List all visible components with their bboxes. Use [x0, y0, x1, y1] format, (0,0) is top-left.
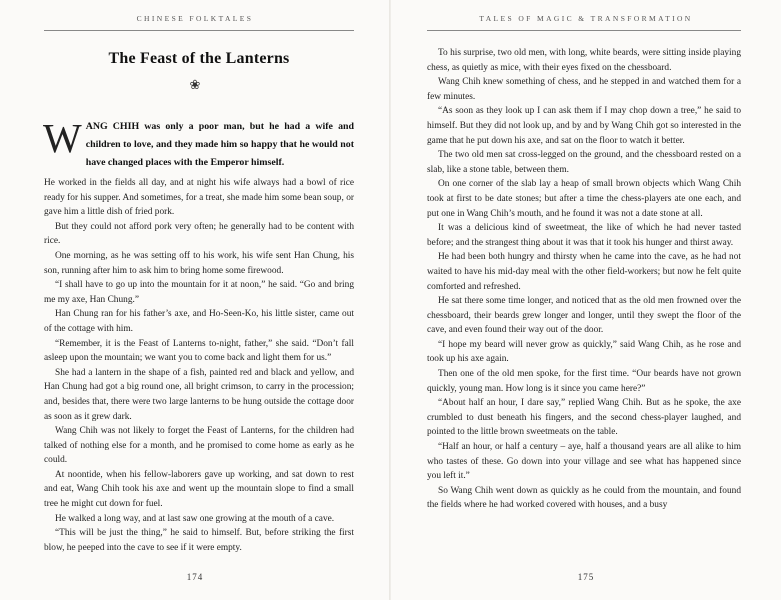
paragraph: Then one of the old men spoke, for the first time. “Our beards have not grown quickly, young man. How long is it since you came here?”: [427, 369, 741, 394]
paragraph: Han Chung ran for his father’s axe, and Ho-Seen-Ko, his little sister, came out of the cottage with him.: [44, 309, 354, 334]
paragraph: One morning, as he was setting off to his work, his wife sent Han Chung, his son, running after him to ask him to bring home some firewood.: [44, 250, 354, 276]
paragraph: “I hope my beard will never grow as quickly,” said Wang Chih, as he rose and took up his axe again.: [427, 339, 741, 365]
header-rule-left: [44, 30, 354, 31]
paragraph: He worked in the fields all day, and at night his wife always had a bowl of rice ready for his supper. And sometimes, for a treat, she made him some bean soup, or gave him a little dish of fried pork.: [44, 178, 354, 218]
paragraph: “Half an hour, or half a century – aye, half a thousand years are all alike to him who tastes of these. Go down into your village and see what has happened since you left it.”: [427, 442, 741, 482]
chapter-title: The Feast of the Lanterns: [108, 50, 290, 67]
drop-cap: W: [43, 115, 82, 161]
paragraph: He had been both hungry and thirsty when he came into the cave, as he had not waited to have his mid-day meal with the other field-workers; but now he felt quite comforted and refreshed.: [427, 252, 741, 292]
paragraph: It was a delicious kind of sweetmeat, the like of which he had never tasted before; and the strangest thing about it was that it took his hunger and thirst away.: [427, 223, 741, 248]
left-page: [0, 0, 390, 600]
paragraph: He walked a long way, and at last saw one growing at the mouth of a cave.: [55, 513, 335, 524]
header-rule-right: [427, 30, 741, 31]
paragraph: Wang Chih knew something of chess, and he stepped in and watched them for a few minutes.: [427, 77, 741, 102]
intro-paragraph: [43, 115, 354, 172]
paragraph: Wang Chih was not likely to forget the Feast of Lanterns, for the children had talked of nothing else for a month, and he promised to come home as early as he could.: [44, 426, 354, 466]
right-body-text: [427, 46, 741, 513]
paragraph: “I shall have to go up into the mountain for it at noon,” he said. “Go and bring me my axe, Han Chung.”: [44, 280, 354, 305]
paragraph: She had a lantern in the shape of a fish, painted red and black and yellow, and Han Chung had got a big round one, all bright crimson, to carry in the procession; and, besides that, there were two large lanterns to be hung outside the cottage door as soon as it grew dark.: [44, 367, 354, 422]
paragraph: “This will be just the thing,” he said to himself. But, before striking the first blow, he peeped into the cave to see if it were empty.: [44, 528, 354, 553]
paragraph: He sat there some time longer, and noticed that as the old men frowned over the chessboard, their beards grew longer and longer, until they swept the floor of the cave, and even found their way out of the door.: [427, 296, 741, 336]
intro-text: ANG CHIH was only a poor man, but he had a wife and children to love, and they made him so happy that he would not have changed places with the Emperor himself.: [85, 121, 354, 168]
paragraph: “About half an hour, I dare say,” replied Wang Chih. But as he spoke, the axe crumbled to dust beneath his fingers, and the second chess-player laughed, and pointed to the little brown sweetmeats on the table.: [427, 398, 741, 438]
paragraph: At noontide, when his fellow-laborers gave up working, and sat down to rest and eat, Wang Chih took his axe and went up the mountain slope to find a small tree he might cut down for fuel.: [44, 469, 354, 510]
page-number-right: 175: [577, 572, 595, 582]
flower-ornament-icon: ❀: [189, 77, 201, 92]
right-page: [391, 0, 781, 600]
paragraph: On one corner of the slab lay a heap of small brown objects which Wang Chih took at first to be date stones; but after a time the chess-players ate one each, and put one in Wang Chih’s mouth, and he found it was not a date stone at all.: [427, 179, 741, 219]
paragraph: To his surprise, two old men, with long, white beards, were sitting inside playing chess, as quietly as mice, with their eyes fixed on the chessboard.: [427, 48, 741, 73]
running-head-right: TALES OF MAGIC & TRANSFORMATION: [479, 14, 693, 23]
paragraph: “As soon as they look up I can ask them if I may chop down a tree,” he said to himself. But they did not look up, and by and by Wang Chih got so interested in the game that he put down his axe, and sat on the floor to watch it better.: [427, 106, 741, 146]
left-body-text: [44, 176, 354, 555]
paragraph: So Wang Chih went down as quickly as he could from the mountain, and found the fields where he had worked covered with houses, and a busy: [427, 485, 741, 511]
paragraph: The two old men sat cross-legged on the ground, and the chessboard rested on a slab, like a stone table, between them.: [427, 150, 741, 175]
paragraph: But they could not afford pork very often; he generally had to be content with rice.: [44, 221, 354, 247]
paragraph: “Remember, it is the Feast of Lanterns to-night, father,” she said. “Don’t fall asleep upon the mountain; we want you to come back and light them for us.”: [44, 338, 354, 364]
page-number-left: 174: [186, 572, 204, 582]
running-head-left: CHINESE FOLKTALES: [136, 14, 254, 23]
